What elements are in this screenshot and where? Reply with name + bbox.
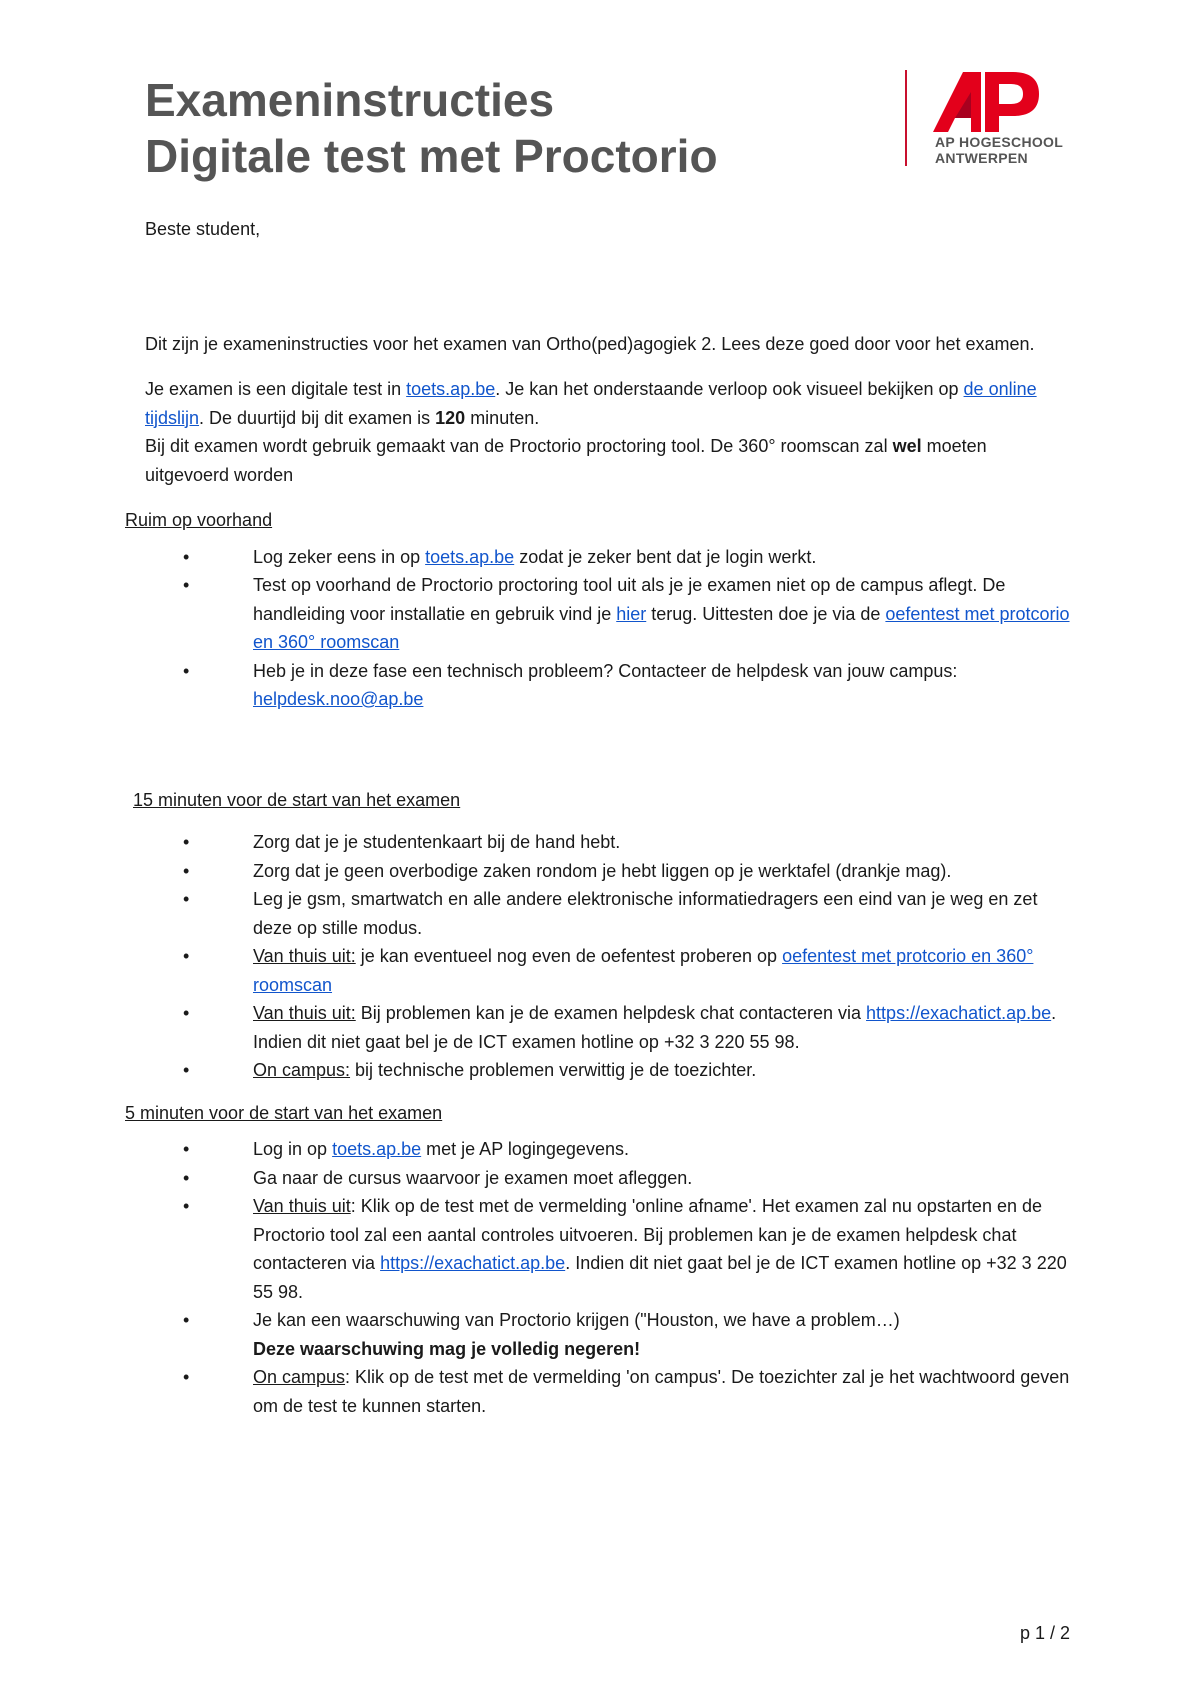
list-item: [145, 571, 1075, 657]
item-label: Van thuis uit:: [253, 1003, 356, 1023]
document-body: [125, 215, 1075, 1434]
manual-link[interactable]: hier: [616, 603, 647, 624]
section-heading-15-minuten: 15 minuten voor de start van het examen: [133, 789, 461, 810]
exachat-link[interactable]: https://exachatict.ap.be: [866, 1003, 1052, 1023]
text: Test op voorhand de Proctorio proctoring tool uit als je je examen niet op de campus aflegt. De handleiding voor installatie en gebruik vind je: [253, 575, 1006, 624]
text: bij technische problemen verwittig je de toezichter.: [350, 1060, 757, 1080]
text: Bij problemen kan je de examen helpdesk chat contacteren via: [355, 1003, 867, 1023]
logo-text: [935, 134, 1063, 166]
title-line-2: Digitale test met Proctorio: [145, 130, 718, 182]
item-label: On campus: [253, 1367, 346, 1387]
intro-paragraph-1: Dit zijn je exameninstructies voor het examen van Ortho(ped)agogiek 2. Lees deze goed door voor het examen.: [145, 333, 1035, 354]
text: . Indien dit niet gaat bel je de ICT examen hotline op +32 3 220 55 98.: [253, 1003, 1057, 1052]
text: met je AP logingegevens.: [421, 1139, 629, 1159]
list-item: [145, 657, 1075, 714]
text: moeten uitgevoerd worden: [145, 436, 987, 485]
text: : Klik op de test met de vermelding 'on campus'. De toezichter zal je het wachtwoord geven om de test te kunnen starten.: [253, 1367, 1070, 1416]
warning-ignore-note: Deze waarschuwing mag je volledig negeren!: [253, 1338, 641, 1359]
page-number: p 1 / 2: [1020, 1623, 1071, 1643]
list-item: • Leg je gsm, smartwatch en alle andere elektronische informatiedragers een eind van je weg en zet deze op stille modus.: [145, 885, 1075, 942]
list-item: [145, 543, 1075, 572]
text: : Klik op de test met de vermelding 'online afname'. Het examen zal nu opstarten en de Proctorio tool zal een aantal controles uitvoeren. Bij problemen kan je de examen helpdesk chat contacteren via: [253, 1196, 1043, 1273]
toets-link[interactable]: toets.ap.be: [406, 379, 496, 399]
title-line-1: Exameninstructies: [145, 74, 555, 126]
ap-logo: [905, 70, 1075, 170]
text: terug. Uittesten doe je via de: [646, 603, 886, 624]
exam-duration: 120: [435, 407, 466, 428]
section-heading-ruim-op-voorhand: Ruim op voorhand: [125, 510, 273, 530]
toets-link[interactable]: toets.ap.be: [332, 1139, 422, 1159]
logo-divider: [905, 70, 907, 166]
list-item: • Zorg dat je geen overbodige zaken rondom je hebt liggen op je werktafel (drankje mag).: [145, 857, 1075, 886]
toets-link[interactable]: toets.ap.be: [425, 546, 515, 567]
logo-text-line-2: ANTWERPEN: [935, 150, 1028, 166]
list-item: • Ga naar de cursus waarvoor je examen moet afleggen.: [145, 1164, 1075, 1193]
online-timeline-link[interactable]: de online tijdslijn: [145, 379, 1037, 428]
list-item: [145, 942, 1075, 999]
text: Log zeker eens in op: [253, 546, 426, 567]
text: je kan eventueel nog even de oefentest proberen op: [355, 946, 783, 966]
item-label: On campus:: [253, 1060, 351, 1080]
text: . Je kan het onderstaande verloop ook visueel bekijken op: [495, 379, 964, 399]
section3-list: [145, 1135, 1075, 1420]
list-item: [145, 999, 1075, 1056]
text: . Indien dit niet gaat bel je de ICT examen hotline op +32 3 220 55 98.: [253, 1253, 1067, 1302]
helpdesk-email-link[interactable]: helpdesk.noo@ap.be: [253, 689, 424, 709]
item-label: Van thuis uit:: [253, 946, 356, 966]
text: Log in op: [253, 1139, 333, 1159]
text: Je examen is een digitale test in: [145, 379, 407, 399]
logo-text-line-1: AP HOGESCHOOL: [935, 134, 1064, 150]
section-heading-5-minuten: 5 minuten voor de start van het examen: [125, 1102, 443, 1123]
list-item: [145, 1135, 1075, 1164]
list-item: [145, 1363, 1075, 1420]
list-item: [145, 1192, 1075, 1306]
intro-paragraph-2: [145, 375, 1075, 432]
text: minuten.: [465, 407, 540, 428]
list-item: • Zorg dat je je studentenkaart bij de hand hebt.: [145, 828, 1075, 857]
list-item: [145, 1056, 1075, 1085]
exachat-link[interactable]: https://exachatict.ap.be: [380, 1253, 566, 1273]
text: Heb je in deze fase een technisch probleem? Contacteer de helpdesk van jouw campus:: [253, 660, 958, 681]
text: Bij dit examen wordt gebruik gemaakt van de Proctorio proctoring tool. De 360° roomscan zal: [145, 436, 893, 456]
practice-test-link[interactable]: oefentest met protcorio en 360° roomscan: [253, 603, 1070, 652]
ap-logo-mark: [933, 72, 1045, 132]
text: . De duurtijd bij dit examen is: [199, 407, 436, 428]
practice-test-link[interactable]: oefentest met protcorio en 360° roomscan: [253, 946, 1034, 995]
item-label: Van thuis uit: [253, 1196, 351, 1216]
greeting: Beste student,: [145, 219, 261, 239]
spacer: [145, 728, 1075, 772]
list-item: [145, 1306, 1075, 1363]
text: Je kan een waarschuwing van Proctorio krijgen ("Houston, we have a problem…): [253, 1310, 900, 1330]
section2-list: [145, 828, 1075, 1085]
text: zodat je zeker bent dat je login werkt.: [514, 546, 817, 567]
page-title: [145, 72, 718, 184]
roomscan-required: wel: [892, 436, 922, 456]
intro-paragraph-3: [145, 432, 1075, 489]
section1-list: [145, 543, 1075, 714]
